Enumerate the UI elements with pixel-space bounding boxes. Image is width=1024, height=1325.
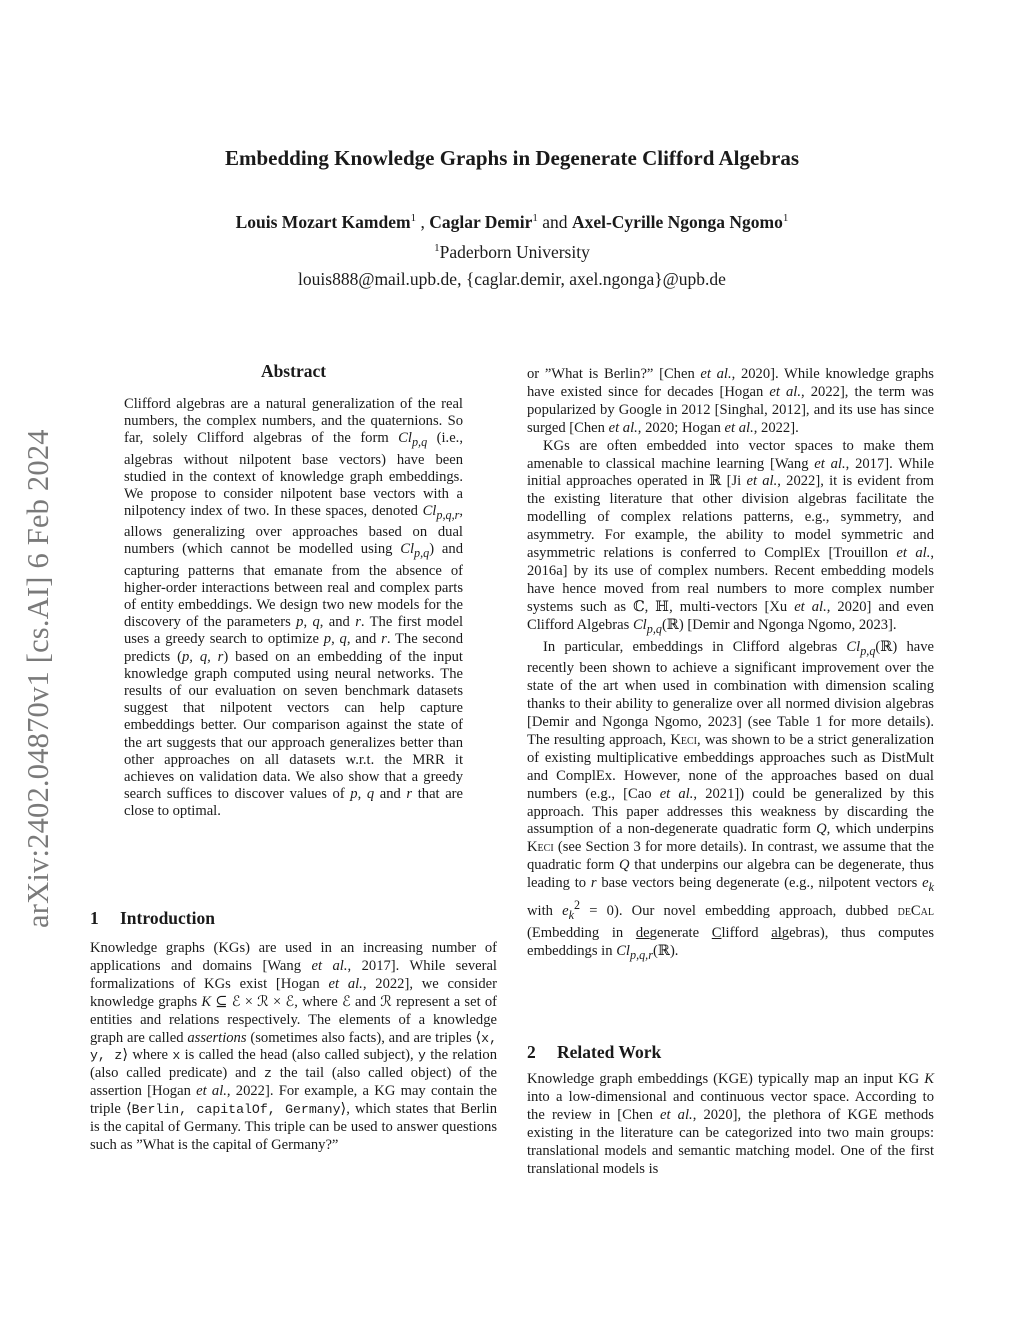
abstract-heading: Abstract xyxy=(260,361,327,381)
author-list: Louis Mozart Kamdem$^1$ , Caglar Demir$^1$ and Axel-Cyrille Ngonga Ngomo$^1$ xyxy=(235,212,789,232)
paper-title: Embedding Knowledge Graphs in Degenerate Clifford Algebras xyxy=(224,146,799,170)
section-heading-introduction: 1 Introduction xyxy=(90,908,215,928)
affiliation: $^1$Paderborn University xyxy=(434,242,590,262)
author-emails: louis888@mail.upb.de, {caglar.demir, axel.ngonga}@upb.de xyxy=(298,269,726,289)
arxiv-identifier: arXiv:2402.04870v1 [cs.AI] 6 Feb 2024 xyxy=(21,429,55,928)
section-heading-related-work: 2 Related Work xyxy=(527,1042,662,1062)
author-name: Axel-Cyrille Ngonga Ngomo xyxy=(571,212,783,232)
affiliation-marker: 1 xyxy=(782,212,789,225)
related-work-paragraph: Knowledge graph embeddings (KGE) typically map an input KG K into a low-dimensional and continuous vector space. According to the review in [Chen et al., 2020], the plethora of KGE methods existing in the literature can be categorized into two main groups: translational models and semantic matching model. One of the first translational models is xyxy=(527,1071,934,1177)
affiliation-marker: 1 xyxy=(410,212,417,225)
author-name: Caglar Demir xyxy=(429,212,533,232)
affiliation-marker: 1 xyxy=(532,212,538,225)
author-name: Louis Mozart Kamdem xyxy=(235,212,411,232)
introduction-paragraph-continued: or ”What is Berlin?” [Chen et al., 2020]. While knowledge graphs have existed since for decades [Hogan et al., 2022], the term was popularized by Google in 2012 [Singhal, 2012], and its use has since surged [Chen et al., 2020; Hogan et al., 2022]. KGs are often embedded into vector spaces to make them amenable to classical machine learning [Wang et al., 2017]. While initial approaches operated in ℝ [Ji et al., 2022], it is evident from the existing literature that other division algebras facilitate the modelling of complex relations patterns, e.g., symmetry, and asymmetry. For example, the ability to model symmetric and asymmetric relations is conferred to ComplEx [Trouillon et al., 2016a] by its use of complex numbers. Recent embedding models have hence moved from real numbers to more complex number systems such as ℂ, ℍ, multi-vectors [Xu et al., 2020] and even Clifford Algebras $Cl_{p,q}(ℝ)$ [Demir and Ngonga Ngomo, 2023]. In particular, embeddings in Clifford algebras $Cl_{p,q}(ℝ)$ have recently been shown to achieve a significant improvement over the state of the art when used in combination with dimension scaling thanks to their ability to generalize over all normed division algebras [Demir and Ngonga Ngomo, 2023] (see Table 1 for more details). The resulting approach, Keci, was shown to be a strict generalization of existing multiplicative embeddings approaches such as DistMult and ComplEx. However, none of the approaches based on dual numbers (e.g., [Cao et al., 2021]) could be generalized by this approach. This paper addresses this weakness by discarding the assumption of a non-degenerate quadratic form Q, which underpins Keci (see Section 3 for more details). In contrast, we assume that the quadratic form Q that underpins our algebra can be degenerate, thus leading to r base vectors being degenerate (e.g., nilpotent vectors $e_k$ with $e_k^2 = 0$). Our novel embedding approach, dubbed deCal (Embedding in degenerate Clifford algebras), thus computes embeddings in $Cl_{p,q,r}(ℝ)$. xyxy=(527,366,935,962)
introduction-paragraph: Knowledge graphs (KGs) are used in an increasing number of applications and domains [Wang et al., 2017]. While several formalizations of KGs exist [Hogan et al., 2022], we consider knowledge graphs K ⊆ ℰ × ℛ × ℰ, where ℰ and ℛ represent a set of entities and relations respectively. The elements of a knowledge graph are called assertions (sometimes also facts), and are triples ⟨x, y, z⟩ where x is called the head (also called subject), y the relation (also called predicate) and z the tail (also called object) of the assertion [Hogan et al., 2022]. For example, a KG may contain the triple ⟨Berlin, capitalOf, Germany⟩, which states that Berlin is the capital of Germany. This triple can be used to answer questions such as ”What is the capital of Germany?” xyxy=(90,940,498,1153)
abstract-text: Clifford algebras are a natural generalization of the real numbers, the complex numbers, and the quaternions. So far, solely Clifford algebras of the form $Cl_{p,q}$ (i.e., algebras without nilpotent base vectors) have been studied in the context of knowledge graph embeddings. We propose to consider nilpotent base vectors with a nilpotency index of two. In these spaces, denoted $Cl_{p,q,r}$, allows generalizing over approaches based on dual numbers (which cannot be modelled using $Cl_{p,q}$) and capturing patterns that emanate from the absence of higher-order interactions between real and complex parts of entity embeddings. We design two new models for the discovery of the parameters p, q, and r. The first model uses a greedy search to optimize p, q, and r. The second predicts (p, q, r) based on an embedding of the input knowledge graph computed using neural networks. The results of our evaluation on seven benchmark datasets suggest that nilpotent vectors can help capture embeddings better. Our comparison against the state of the art suggests that our approach generalizes better than other approaches on all datasets w.r.t. the MRR it achieves on validation data. We also show that a greedy search suffices to discover values of p, q and r that are close to optimal. xyxy=(124,396,464,820)
